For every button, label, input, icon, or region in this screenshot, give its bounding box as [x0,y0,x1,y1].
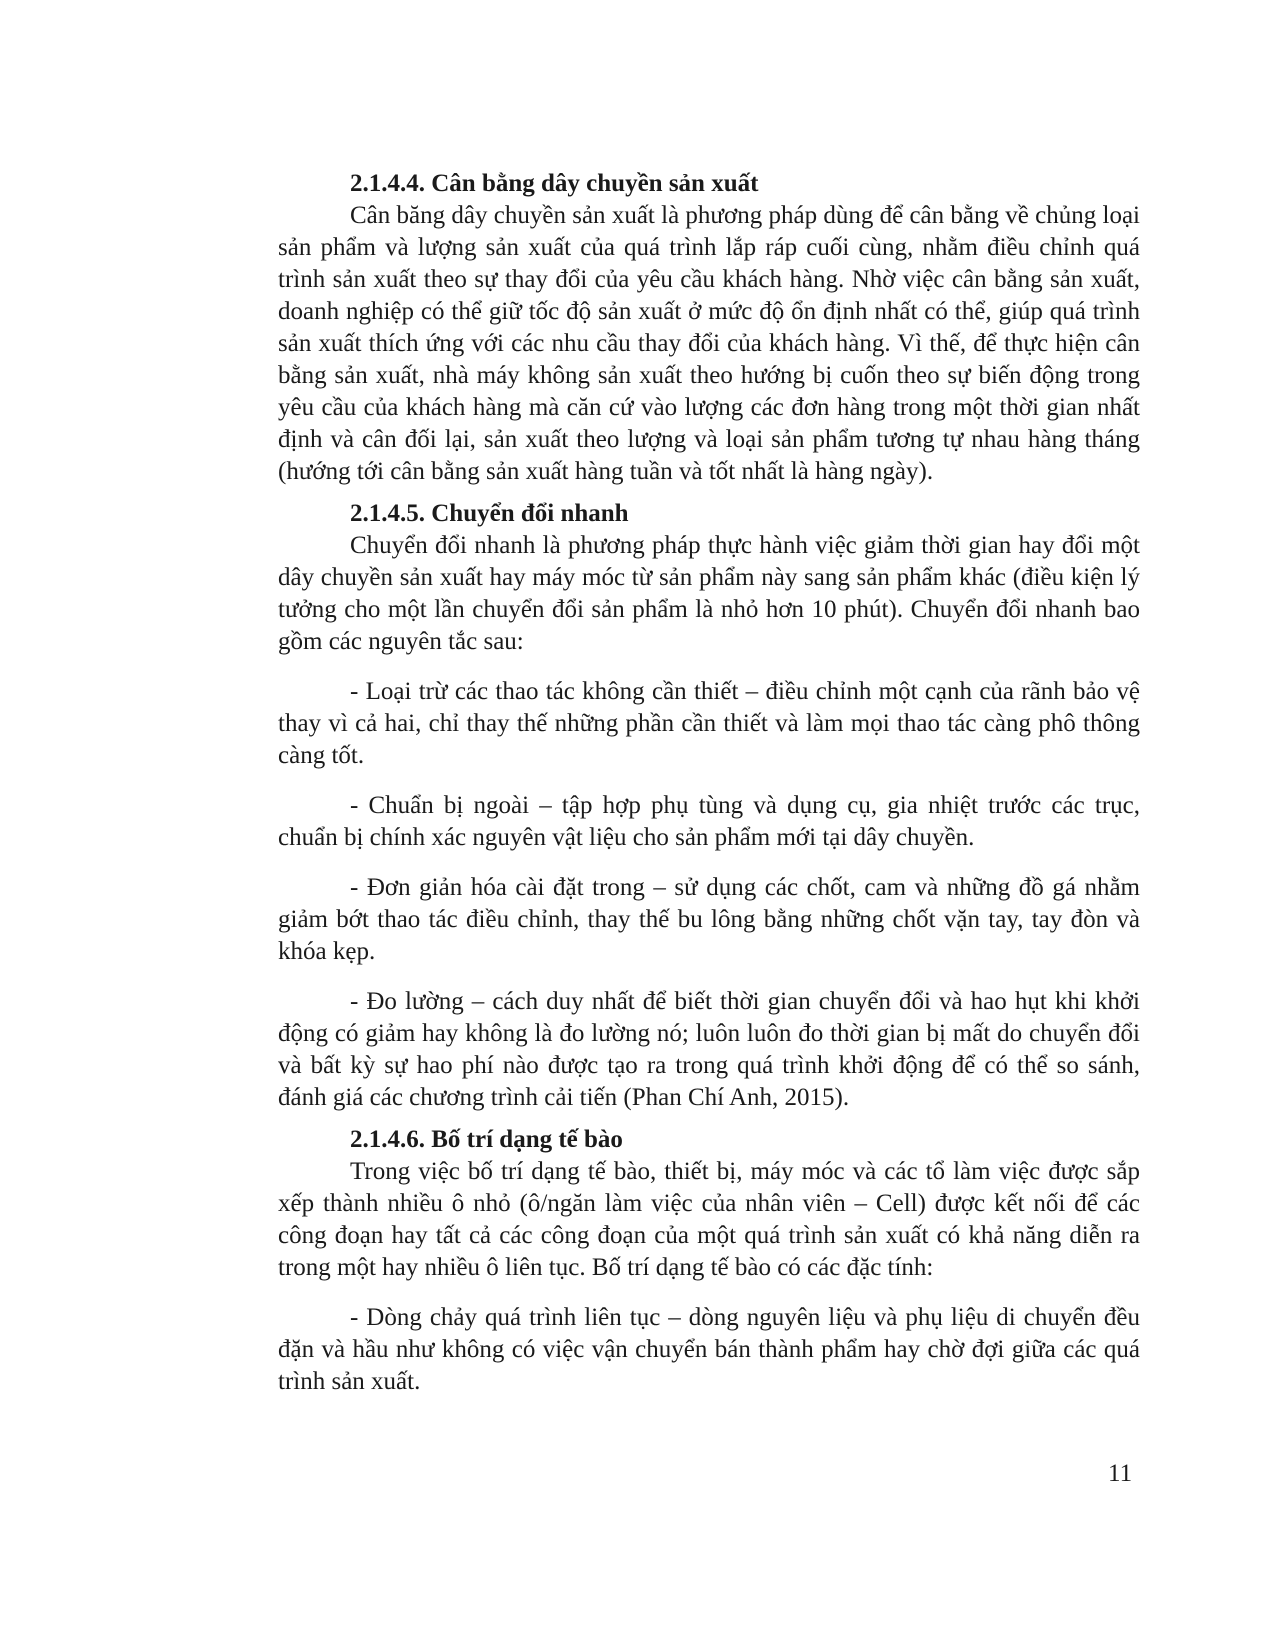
page-number: 11 [1108,1460,1133,1487]
section-heading-2-1-4-5: 2.1.4.5. Chuyển đổi nhanh [350,500,629,527]
bullet-item: - Đơn giản hóa cài đặt trong – sử dụng các chốt, cam và những đồ gá nhằm giảm bớt thao tác điều chỉnh, thay thế bu lông bằng những chốt vặn tay, tay đòn và khóa kẹp. [278,874,1140,965]
section-heading-2-1-4-4: 2.1.4.4. Cân bằng dây chuyền sản xuất [350,170,759,197]
bullet-item: - Loại trừ các thao tác không cần thiết – điều chỉnh một cạnh của rãnh bảo vệ thay vì cả hai, chỉ thay thế những phần cần thiết và làm mọi thao tác càng phô thông càng tốt. [278,678,1140,769]
section-paragraph-2-1-4-6: Trong việc bố trí dạng tế bào, thiết bị, máy móc và các tổ làm việc được sắp xếp thành nhiều ô nhỏ (ô/ngăn làm việc của nhân viên – Cell) được kết nối để các công đoạn hay tất cả các công đoạn của một quá trình sản xuất có khả năng diễn ra trong một hay nhiều ô liên tục. Bố trí dạng tế bào có các đặc tính: [278,1158,1140,1281]
document-page [278,168,1140,1398]
bullet-item: - Chuẩn bị ngoài – tập hợp phụ tùng và dụng cụ, gia nhiệt trước các trục, chuẩn bị chính xác nguyên vật liệu cho sản phẩm mới tại dây chuyền. [278,792,1140,851]
section-heading-2-1-4-6: 2.1.4.6. Bố trí dạng tế bào [350,1126,623,1153]
bullet-item: - Đo lường – cách duy nhất để biết thời gian chuyển đổi và hao hụt khi khởi động có giảm hay không là đo lường nó; luôn luôn đo thời gian bị mất do chuyển đổi và bất kỳ sự hao phí nào được tạo ra trong quá trình khởi động để có thể so sánh, đánh giá các chương trình cải tiến (Phan Chí Anh, 2015). [278,988,1140,1111]
bullet-item: - Dòng chảy quá trình liên tục – dòng nguyên liệu và phụ liệu di chuyển đều đặn và hầu như không có việc vận chuyển bán thành phẩm hay chờ đợi giữa các quá trình sản xuất. [278,1304,1140,1395]
section-paragraph-2-1-4-4: Cân băng dây chuyền sản xuất là phương pháp dùng để cân bằng về chủng loại sản phẩm và lượng sản xuất của quá trình lắp ráp cuối cùng, nhằm điều chỉnh quá trình sản xuất theo sự thay đổi của yêu cầu khách hàng. Nhờ việc cân bằng sản xuất, doanh nghiệp có thể giữ tốc độ sản xuất ở mức độ ổn định nhất có thể, giúp quá trình sản xuất thích ứng với các nhu cầu thay đổi của khách hàng. Vì thế, để thực hiện cân bằng sản xuất, nhà máy không sản xuất theo hướng bị cuốn theo sự biến động trong yêu cầu của khách hàng mà căn cứ vào lượng các đơn hàng trong một thời gian nhất định và cân đối lại, sản xuất theo lượng và loại sản phẩm tương tự nhau hàng tháng (hướng tới cân bằng sản xuất hàng tuần và tốt nhất là hàng ngày). [278,202,1140,485]
section-paragraph-2-1-4-5: Chuyển đổi nhanh là phương pháp thực hành việc giảm thời gian hay đổi một dây chuyền sản xuất hay máy móc từ sản phẩm này sang sản phẩm khác (điều kiện lý tưởng cho một lần chuyển đổi sản phẩm là nhỏ hơn 10 phút). Chuyển đổi nhanh bao gồm các nguyên tắc sau: [278,532,1140,655]
